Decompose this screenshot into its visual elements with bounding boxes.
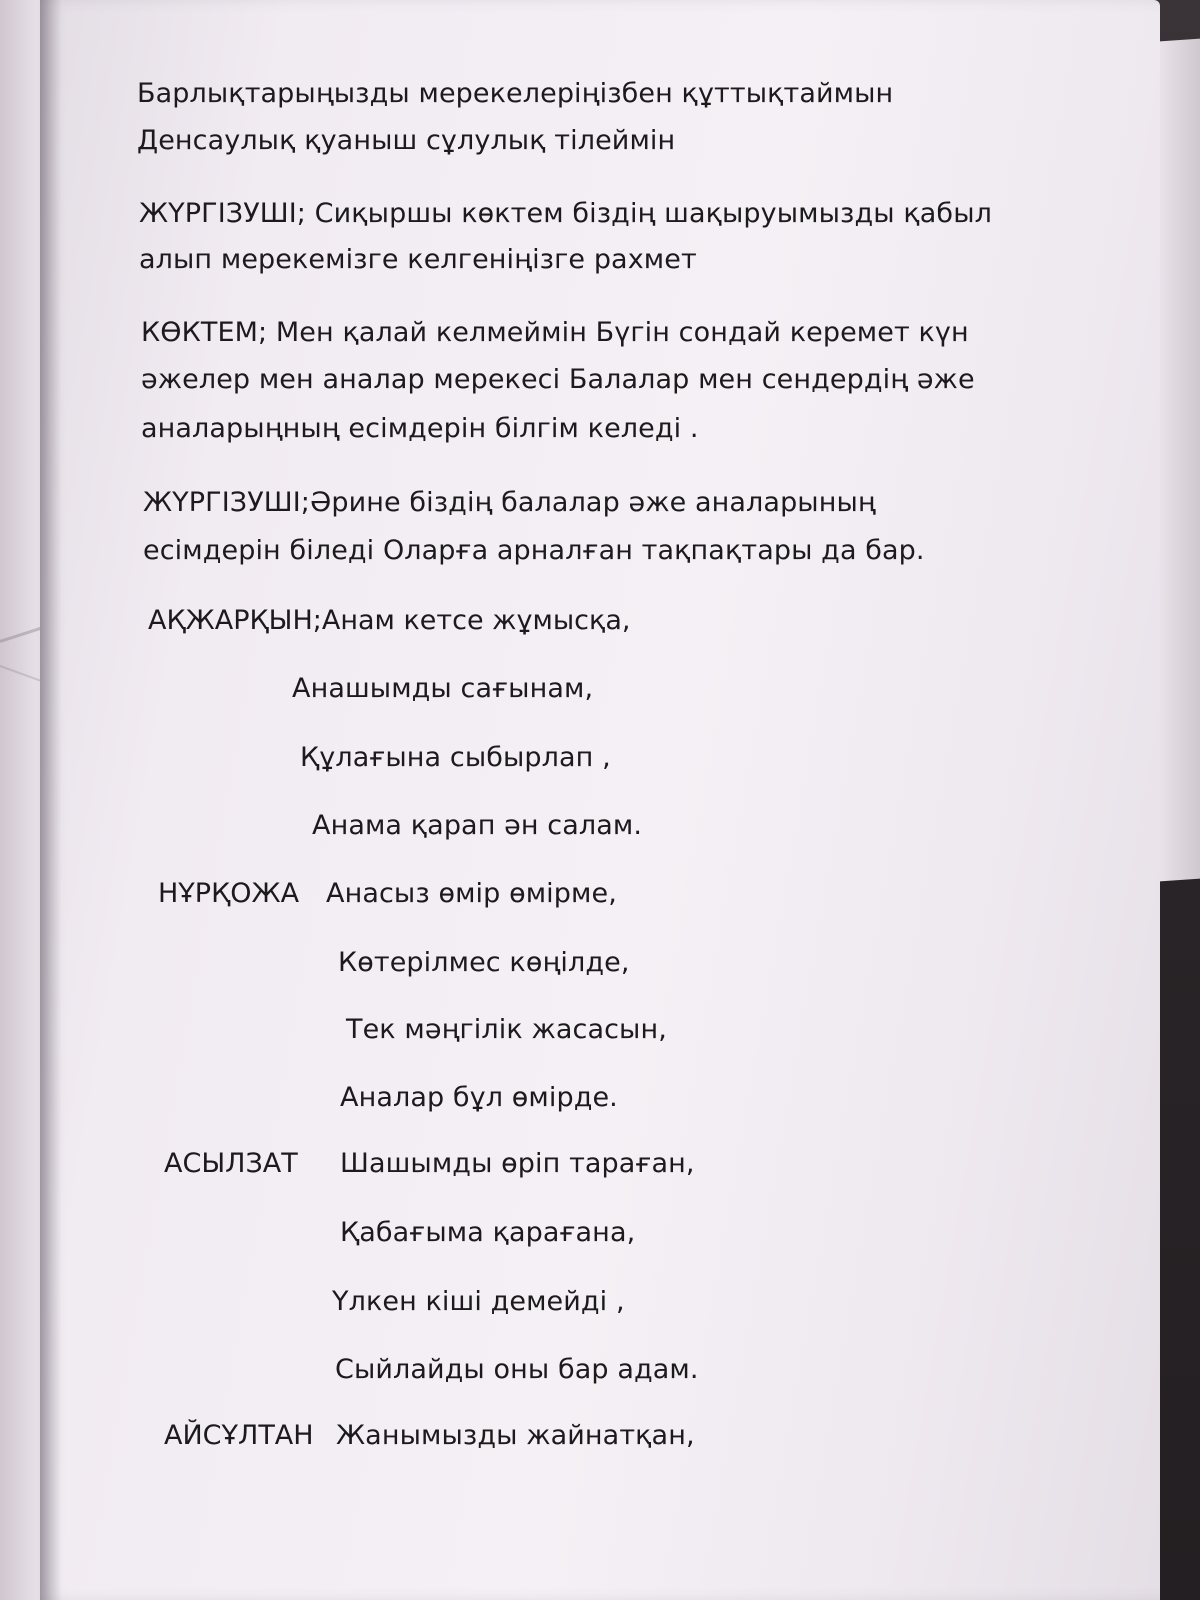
page-gutter-shadow bbox=[40, 0, 62, 1600]
dialogue-line: есімдерін біледі Оларға арналған тақпақтары да бар. bbox=[143, 535, 925, 566]
dialogue-line: аналарыңның есімдерін білгім келеді . bbox=[141, 413, 699, 444]
poem-line: Анашымды сағынам, bbox=[292, 673, 594, 704]
poem-line: Жанымызды жайнатқан, bbox=[336, 1420, 695, 1451]
dialogue-line: әжелер мен аналар мерекесі Балалар мен сендердің әже bbox=[141, 364, 975, 395]
poem-line: Үлкен кіші демейді , bbox=[332, 1286, 625, 1317]
poem-line: Қабағыма қарағана, bbox=[340, 1217, 636, 1248]
poem-line: Аналар бұл өмірде. bbox=[340, 1082, 618, 1113]
dialogue-line: ЖҮРГІЗУШІ; Сиқыршы көктем біздің шақыруымызды қабыл bbox=[139, 198, 992, 229]
poem-speaker: АҚЖАРҚЫН;Анам кетсе жұмысқа, bbox=[148, 605, 631, 636]
laptop-edge bbox=[1160, 39, 1200, 882]
dialogue-line: алып мерекемізге келгеніңізге рахмет bbox=[139, 244, 697, 275]
greeting-line: Барлықтарыңызды мерекелеріңізбен құттықтаймын bbox=[137, 78, 894, 109]
poem-speaker: НҰРҚОЖА bbox=[158, 878, 300, 909]
poem-line: Құлағына сыбырлап , bbox=[300, 742, 611, 773]
poem-line: Анасыз өмір өмірме, bbox=[326, 878, 617, 909]
poem-line: Көтерілмес көңілде, bbox=[338, 947, 630, 978]
poem-speaker: АСЫЛЗАТ bbox=[164, 1148, 298, 1179]
poem-speaker: АЙСҰЛТАН bbox=[164, 1420, 314, 1451]
poem-line: Сыйлайды оны бар адам. bbox=[335, 1354, 699, 1385]
poem-line: Анама қарап ән салам. bbox=[312, 810, 643, 841]
poem-line: Шашымды өріп тараған, bbox=[340, 1148, 695, 1179]
poem-line: Тек мәңгілік жасасын, bbox=[346, 1014, 667, 1045]
greeting-line: Денсаулық қуаныш сұлулық тілеймін bbox=[137, 125, 676, 156]
dialogue-line: КӨКТЕМ; Мен қалай келмеймін Бүгін сондай керемет күн bbox=[141, 317, 969, 348]
dialogue-line: ЖҮРГІЗУШІ;Әрине біздің балалар әже аналарының bbox=[143, 487, 876, 518]
